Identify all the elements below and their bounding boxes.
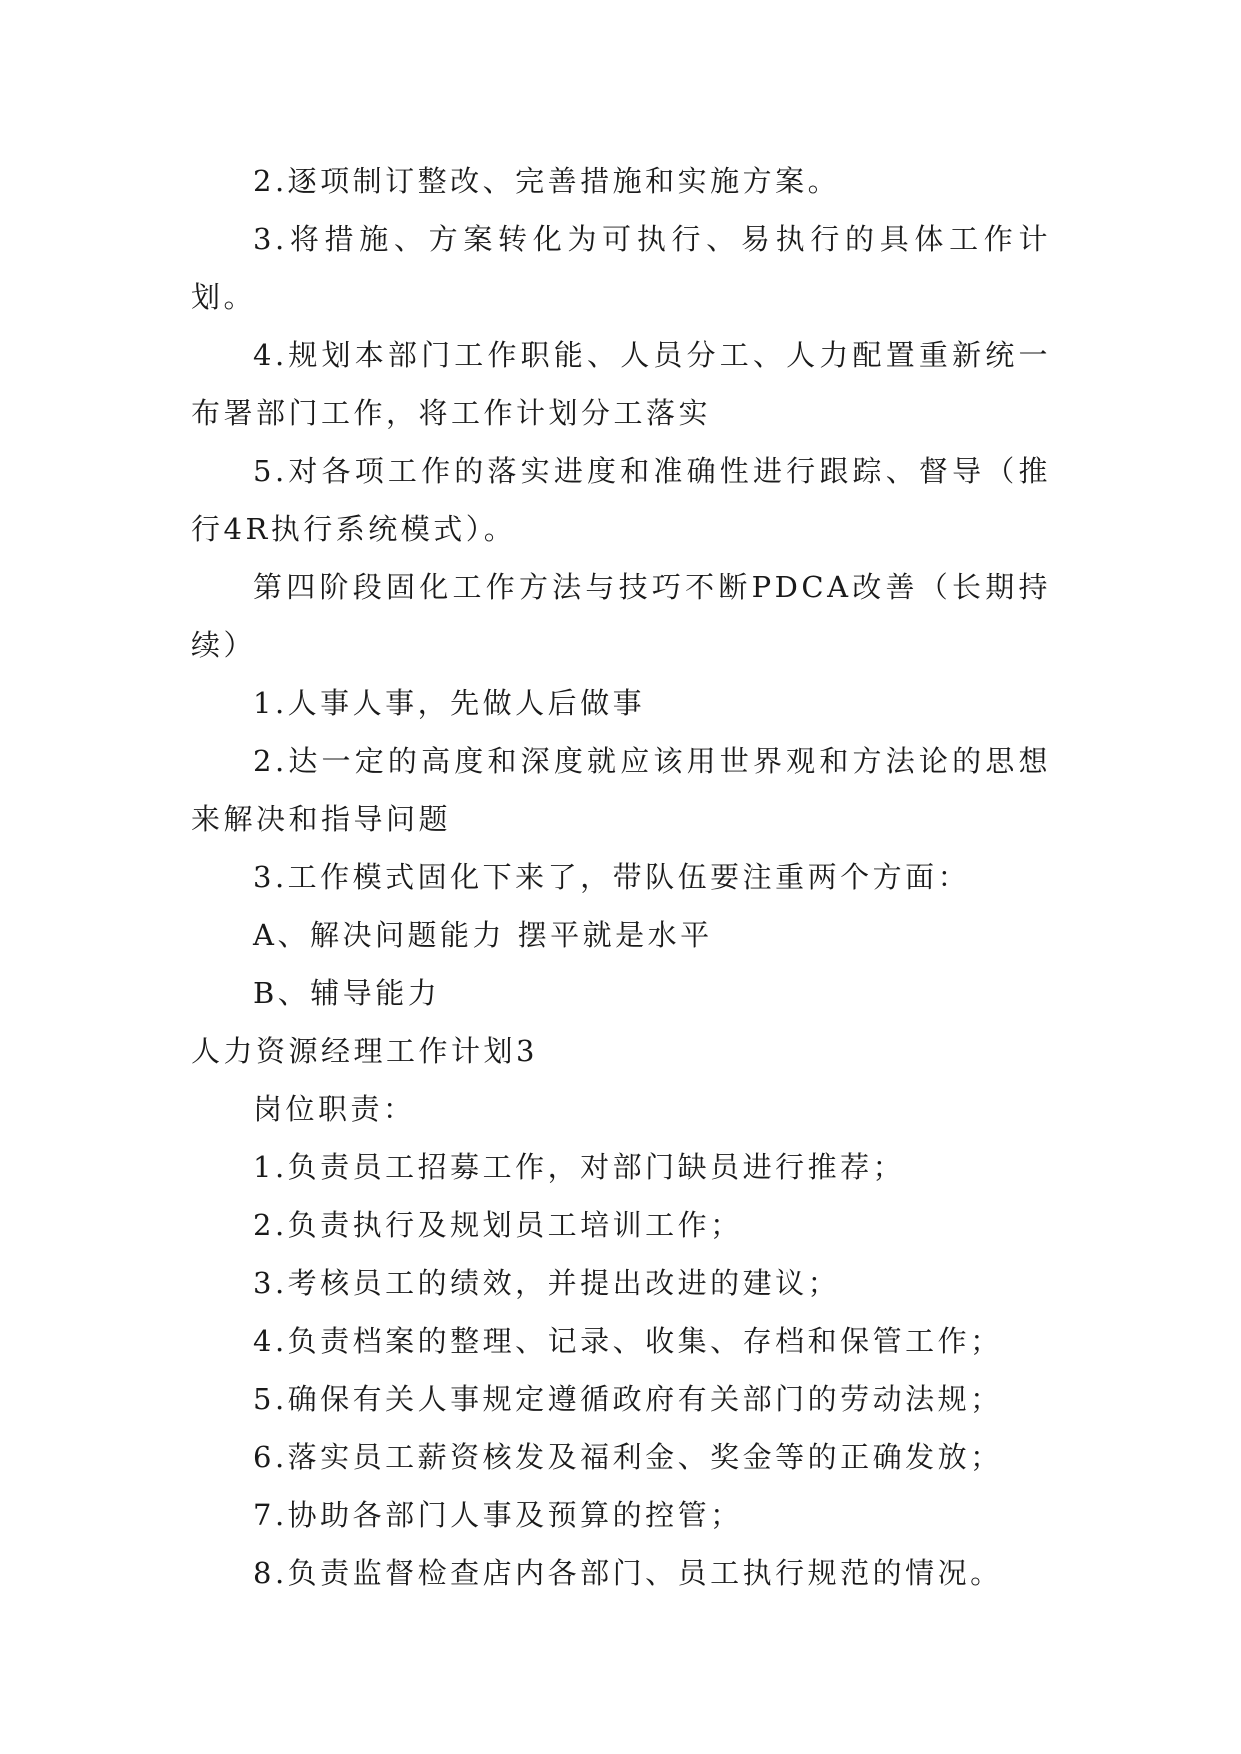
duty-item-8: 8.负责监督检查店内各部门、员工执行规范的情况。 — [253, 1556, 1003, 1590]
paragraph-step-3: 3.将措施、方案转化为可执行、易执行的具体工作计划。 — [191, 222, 1051, 314]
paragraph-duties-title: 岗位职责： — [253, 1092, 416, 1126]
duty-item-7: 7.协助各部门人事及预算的控管； — [253, 1498, 743, 1532]
duty-item-4: 4.负责档案的整理、记录、收集、存档和保管工作； — [253, 1324, 1003, 1358]
paragraph-stage-four: 第四阶段固化工作方法与技巧不断PDCA改善（长期持续） — [191, 570, 1051, 662]
paragraph-step-4: 4.规划本部门工作职能、人员分工、人力配置重新统一布署部门工作，将工作计划分工落实 — [191, 338, 1051, 430]
duty-item-6: 6.落实员工薪资核发及福利金、奖金等的正确发放； — [253, 1440, 1003, 1474]
paragraph-point-1: 1.人事人事，先做人后做事 — [253, 686, 646, 720]
paragraph-point-b: B、辅导能力 — [253, 976, 441, 1010]
paragraph-point-3: 3.工作模式固化下来了，带队伍要注重两个方面： — [253, 860, 971, 894]
paragraph-point-a: A、解决问题能力 摆平就是水平 — [253, 918, 713, 952]
document-body — [191, 152, 1051, 1602]
paragraph-step-2: 2.逐项制订整改、完善措施和实施方案。 — [253, 164, 841, 198]
paragraph-step-5: 5.对各项工作的落实进度和准确性进行跟踪、督导（推行4R执行系统模式）。 — [191, 454, 1051, 546]
duty-item-5: 5.确保有关人事规定遵循政府有关部门的劳动法规； — [253, 1382, 1003, 1416]
paragraph-point-2: 2.达一定的高度和深度就应该用世界观和方法论的思想来解决和指导问题 — [191, 744, 1051, 836]
duty-item-1: 1.负责员工招募工作，对部门缺员进行推荐； — [253, 1150, 906, 1184]
duty-item-2: 2.负责执行及规划员工培训工作； — [253, 1208, 743, 1242]
section-heading: 人力资源经理工作计划3 — [191, 1034, 538, 1068]
duty-item-3: 3.考核员工的绩效，并提出改进的建议； — [253, 1266, 841, 1300]
